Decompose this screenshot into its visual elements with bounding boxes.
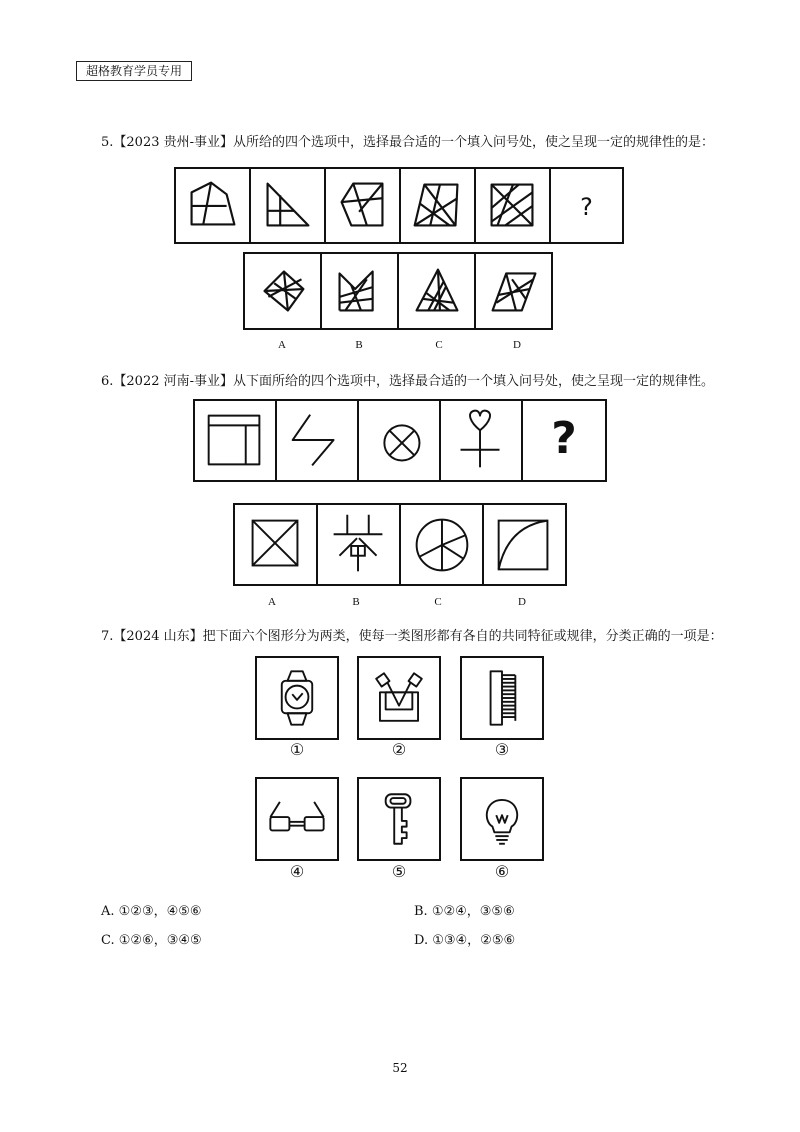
q6-option-d[interactable] (484, 505, 565, 584)
q5-figure-1 (176, 169, 251, 242)
q5-question-mark: ? (580, 193, 593, 221)
q6-option-c[interactable] (401, 505, 484, 584)
q5-option-c[interactable] (399, 254, 476, 328)
q6-figure-1 (195, 401, 277, 480)
q5-option-b[interactable] (322, 254, 399, 328)
q6-options-row (233, 503, 567, 586)
q7-figure-1 (255, 656, 339, 740)
q5-option-d[interactable] (476, 254, 551, 328)
q7-choice-d[interactable]: D. ①③④，②⑤⑥ (414, 933, 516, 948)
q6-option-b[interactable] (318, 505, 401, 584)
q6-option-b-label: B (352, 596, 360, 608)
q6-option-d-label: D (518, 596, 526, 608)
glasses-icon (257, 779, 337, 859)
q7-choice-b[interactable]: B. ①②④，③⑤⑥ (414, 904, 515, 919)
q6-figure-2 (277, 401, 359, 480)
lightbulb-icon (462, 779, 542, 859)
q6-figure-3 (359, 401, 441, 480)
q7-figure-2-number: ② (391, 740, 407, 759)
q6-option-a[interactable] (235, 505, 318, 584)
q5-options-row (243, 252, 553, 330)
comb-icon (462, 658, 542, 738)
q6-option-c-label: C (434, 596, 442, 608)
q5-option-a[interactable] (245, 254, 322, 328)
q6-question-row (193, 399, 607, 482)
watch-icon (257, 658, 337, 738)
q5-figure-2 (251, 169, 326, 242)
q5-figure-3 (326, 169, 401, 242)
q7-figure-5 (357, 777, 441, 861)
q7-figure-3-number: ③ (494, 740, 510, 759)
q7-figure-2 (357, 656, 441, 740)
q5-question-cell (551, 169, 622, 242)
bag-icon (359, 658, 439, 738)
key-icon (359, 779, 439, 859)
q7-figure-1-number: ① (289, 740, 305, 759)
q5-option-c-label: C (435, 339, 443, 351)
page-number: 52 (392, 1061, 408, 1075)
q5-question-row (174, 167, 624, 244)
q7-figure-3 (460, 656, 544, 740)
q6-question-cell (523, 401, 605, 480)
q6-figure-4 (441, 401, 523, 480)
q5-figure-4 (401, 169, 476, 242)
q5-option-a-label: A (278, 339, 286, 351)
q7-choice-a[interactable]: A. ①②③，④⑤⑥ (101, 904, 202, 919)
q7-figure-5-number: ⑤ (391, 862, 407, 881)
q5-option-d-label: D (513, 339, 521, 351)
q5-option-b-label: B (355, 339, 363, 351)
q5-figure-5 (476, 169, 551, 242)
q7-figure-6-number: ⑥ (494, 862, 510, 881)
q6-question-mark: ? (551, 413, 577, 464)
q7-figure-6 (460, 777, 544, 861)
header-label: 超格教育学员专用 (76, 61, 192, 81)
question-6-text: 6.【2022 河南-事业】从下面所给的四个选项中，选择最合适的一个填入问号处，使之呈现一定的规律性。 (101, 374, 715, 389)
question-5-text: 5.【2023 贵州-事业】从所给的四个选项中，选择最合适的一个填入问号处，使之呈现一定的规律性的是： (101, 135, 715, 150)
question-7-text: 7.【2024 山东】把下面六个图形分为两类，使每一类图形都有各自的共同特征或规律，分类正确的一项是： (101, 629, 723, 644)
q7-choice-c[interactable]: C. ①②⑥，③④⑤ (101, 933, 202, 948)
q7-figure-4-number: ④ (289, 862, 305, 881)
q6-option-a-label: A (268, 596, 276, 608)
q7-figure-4 (255, 777, 339, 861)
